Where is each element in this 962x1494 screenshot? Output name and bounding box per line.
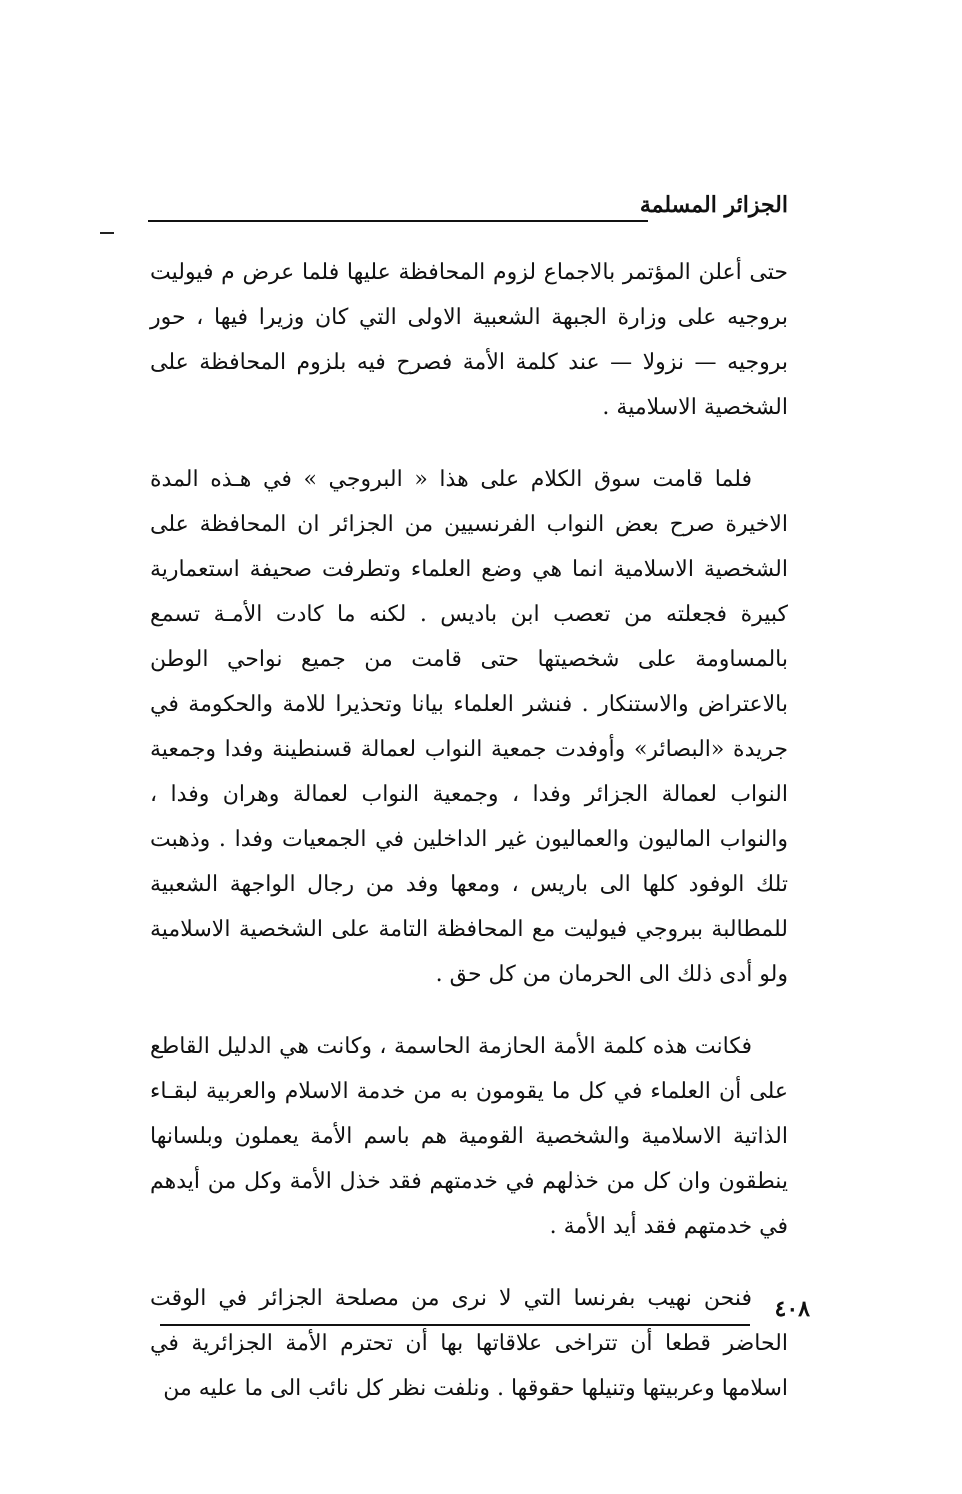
page-number: ٤٠٨ (774, 1296, 810, 1322)
paragraph-4: فنحن نهيب بفرنسا التي لا نرى من مصلحة الجزائر في الوقت الحاضر قطعا أن تتراخى علاقاتها بها أن تحترم الأمة الجزائرية في اسلامها وعربيتها وتنيلها حقوقها . ونلفت نظر كل نائب الى ما عليه من (150, 1286, 788, 1401)
footer-rule (160, 1324, 750, 1326)
running-header-title: الجزائر المسلمة (639, 192, 788, 218)
page-body (150, 250, 788, 1438)
paragraph-3: فكانت هذه كلمة الأمة الحازمة الحاسمة ، وكانت هي الدليل القاطع على أن العلماء في كل ما يقومون به من خدمة الاسلام والعربية لبقـاء الذاتية الاسلامية والشخصية القومية هم باسم الأمة يعملون وبلسانها ينطقون وان كل من خذلهم في خدمتهم فقد خذل الأمة وكل من أيدهم في خدمتهم فقد أيد الأمة . (150, 1034, 788, 1239)
page-footer (160, 1296, 810, 1340)
paragraph-1: حتى أعلن المؤتمر بالاجماع لزوم المحافظة عليها فلما عرض م فيوليت بروجيه على وزارة الجبهة الشعبية الاولى التي كان وزيرا فيها ، حور بروجيه — نزولا — عند كلمة الأمة فصرح فيه بلزوم المحافظة على الشخصية الاسلامية . (150, 260, 788, 420)
header-rule (148, 220, 648, 222)
margin-mark (100, 232, 114, 234)
paragraph-2: فلما قامت سوق الكلام على هذا « البروجي » في هـذه المدة الاخيرة صرح بعض النواب الفرنسيين من الجزائر ان المحافظة على الشخصية الاسلامية انما هي وضع العلماء وتطرفت صحيفة استعمارية كبيرة فجعلته من تعصب ابن باديس . لكنه ما كادت الأمـة تسمع بالمساومة على شخصيتها حتى قامت من جميع نواحي الوطن بالاعتراض والاستنكار . فنشر العلماء بيانا وتحذيرا للامة والحكومة في جريدة «البصائر» وأوفدت جمعية النواب لعمالة قسنطينة وفدا وجمعية النواب لعمالة الجزائر وفدا ، وجمعية النواب لعمالة وهران وفدا ، والنواب الماليون والعماليون غير الداخلين في الجمعيات وفدا . وذهبت تلك الوفود كلها الى باريس ، ومعها وفد من رجال الواجهة الشعبية للمطالبة ببروجي فيوليت مع المحافظة التامة على الشخصية الاسلامية ولو أدى ذلك الى الحرمان من كل حق . (150, 467, 788, 987)
running-header (148, 190, 788, 230)
